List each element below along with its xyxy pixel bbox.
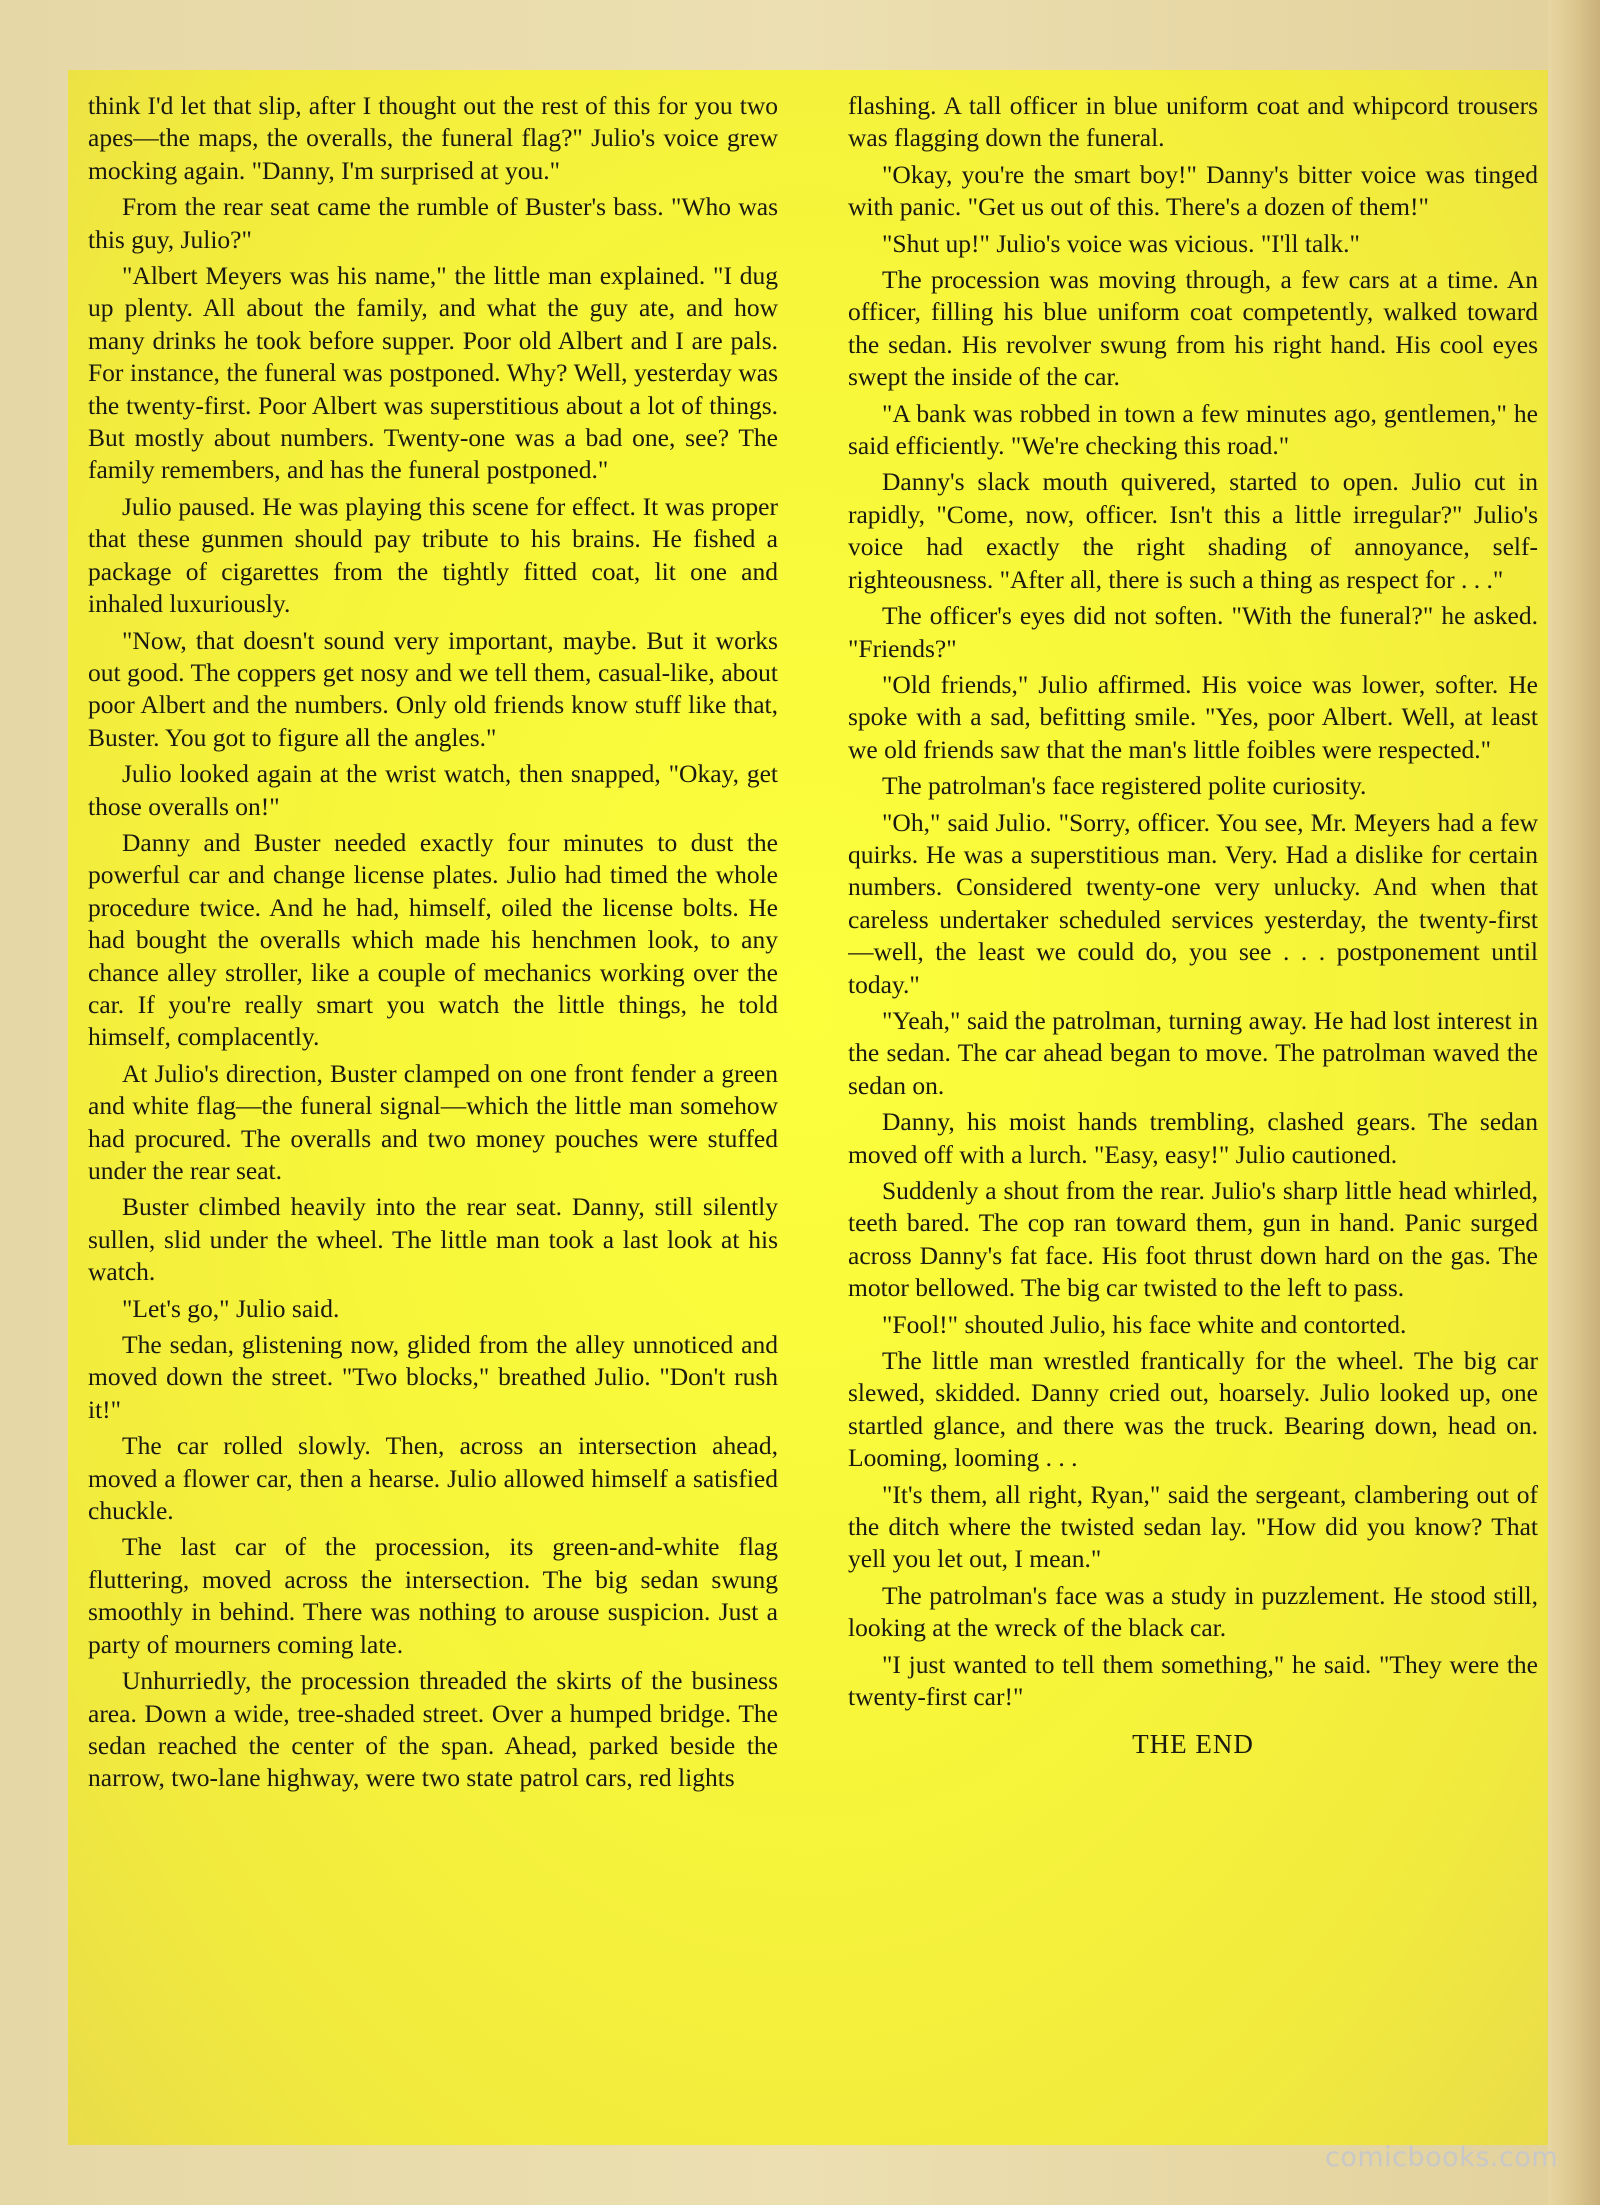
paragraph: "Oh," said Julio. "Sorry, officer. You see, Mr. Meyers had a few quirks. He was a superstitious man. Very. Had a dislike for certain numbers. Considered twenty-one very unlucky. And when that careless undertaker scheduled services yesterday, the twenty-first—well, the least we could do, you see . . . postponement until today." [848,807,1538,999]
paragraph: The procession was moving through, a few cars at a time. An officer, filling his blue uniform coat competently, walked toward the sedan. His revolver swung from his right hand. His cool eyes swept the inside of the car. [848,265,1538,392]
page-edge-shadow [1548,0,1600,2205]
paragraph: "Old friends," Julio affirmed. His voice was lower, softer. He spoke with a sad, befitting smile. "Yes, poor Albert. Well, at least we old friends saw that the man's little foibles were respected." [848,669,1538,764]
paragraph: Danny and Buster needed exactly four minutes to dust the powerful car and change license plates. Julio had timed the whole procedure twice. And he had, himself, oiled the license bolts. He had bought the overalls which made his henchmen look, to any chance alley stroller, like a couple of mechanics working over the car. If you're really smart you watch the little things, he told himself, complacently. [88,827,778,1052]
paragraph: Danny, his moist hands trembling, clashed gears. The sedan moved off with a lurch. "Easy, easy!" Julio cautioned. [848,1107,1538,1169]
paragraph: "Okay, you're the smart boy!" Danny's bitter voice was tinged with panic. "Get us out of this. There's a dozen of them!" [848,159,1538,222]
paragraph: "Shut up!" Julio's voice was vicious. "I'll talk." [882,228,1360,258]
paragraph: Suddenly a shout from the rear. Julio's sharp little head whirled, teeth bared. The cop ran toward them, gun in hand. Panic surged across Danny's fat face. His foot thrust down hard on the gas. The motor bellowed. The big car twisted to the left to pass. [848,1176,1538,1303]
paragraph: flashing. A tall officer in blue uniform coat and whipcord trousers was flagging down the funeral. [848,91,1538,153]
right-text-column [848,90,1538,2100]
paragraph: "Fool!" shouted Julio, his face white and contorted. [882,1309,1407,1339]
paragraph: Julio paused. He was playing this scene for effect. It was proper that these gunmen should pay tribute to his brains. He fished a package of cigarettes from the tightly fitted coat, lit one and inhaled luxuriously. [88,491,778,619]
paragraph: The patrolman's face registered polite curiosity. [882,771,1367,801]
paragraph: From the rear seat came the rumble of Buster's bass. "Who was this guy, Julio?" [88,192,778,254]
end-title: THE END [1132,1728,1254,1759]
paragraph: Danny's slack mouth quivered, started to open. Julio cut in rapidly, "Come, now, officer. Isn't this a little irregular?" Julio's voice had exactly the right shading of annoyance, self-righteousness. "After all, there is such a thing as respect for . . ." [848,467,1538,594]
paragraph: The sedan, glistening now, glided from the alley unnoticed and moved down the street. "Two blocks," breathed Julio. "Don't rush it!" [88,1330,778,1424]
paragraph: The car rolled slowly. Then, across an intersection ahead, moved a flower car, then a hearse. Julio allowed himself a satisfied chuckle. [88,1431,778,1526]
paragraph: The little man wrestled frantically for the wheel. The big car slewed, skidded. Danny cried out, hoarsely. Julio looked up, one startled glance, and there was the truck. Bearing down, head on. Looming, looming . . . [848,1346,1538,1473]
paragraph: think I'd let that slip, after I thought out the rest of this for you two apes—the maps, the overalls, the funeral flag?" Julio's voice grew mocking again. "Danny, I'm surprised at you." [88,91,778,185]
paragraph: Buster climbed heavily into the rear seat. Danny, still silently sullen, slid under the wheel. The little man took a last look at his watch. [88,1192,778,1287]
paragraph: Julio looked again at the wrist watch, then snapped, "Okay, get those overalls on!" [88,759,778,821]
paragraph: "I just wanted to tell them something," he said. "They were the twenty-first car!" [848,1649,1538,1712]
paragraph: The patrolman's face was a study in puzzlement. He stood still, looking at the wreck of the black car. [848,1580,1538,1643]
paragraph: "Albert Meyers was his name," the little man explained. "I dug up plenty. All about the family, and what the guy ate, and how many drinks he took before supper. Poor old Albert and I are pals. For instance, the funeral was postponed. Why? Well, yesterday was the twenty-first. Poor Albert was superstitious about a lot of things. But mostly about numbers. Twenty-one was a bad one, see? The family remembers, and has the funeral postponed." [88,261,778,485]
paragraph: Unhurriedly, the procession threaded the skirts of the business area. Down a wide, tree-shaded street. Over a humped bridge. The sedan reached the center of the span. Ahead, parked beside the narrow, two-lane highway, were two state patrol cars, red lights [88,1666,778,1793]
right-paragraphs [848,90,1538,1714]
paragraph: "Now, that doesn't sound very important, maybe. But it works out good. The coppers get nosy and we tell them, casual-like, about poor Albert and the numbers. Only old friends know stuff like that, Buster. You got to figure all the angles." [88,625,778,752]
left-text-column [88,90,778,2100]
paragraph: "It's them, all right, Ryan," said the sergeant, clambering out of the ditch where the twisted sedan lay. "How did you know? That yell you let out, I mean." [848,1479,1538,1574]
paragraph: The officer's eyes did not soften. "With the funeral?" he asked. "Friends?" [848,601,1538,663]
paragraph: "Let's go," Julio said. [122,1293,340,1323]
site-watermark: comicbooks.com [1325,2142,1559,2173]
paragraph: "Yeah," said the patrolman, turning away. He had lost interest in the sedan. The car ahead began to move. The patrolman waved the sedan on. [848,1005,1538,1100]
paragraph: At Julio's direction, Buster clamped on one front fender a green and white flag—the funeral signal—which the little man somehow had procured. The overalls and two money pouches were stuffed under the rear seat. [88,1058,778,1185]
paragraph: "A bank was robbed in town a few minutes ago, gentlemen," he said efficiently. "We're checking this road." [848,398,1538,461]
paragraph: The last car of the procession, its green-and-white flag fluttering, moved across the intersection. The big sedan swung smoothly in behind. There was nothing to arouse suspicion. Just a party of mourners coming late. [88,1532,778,1659]
